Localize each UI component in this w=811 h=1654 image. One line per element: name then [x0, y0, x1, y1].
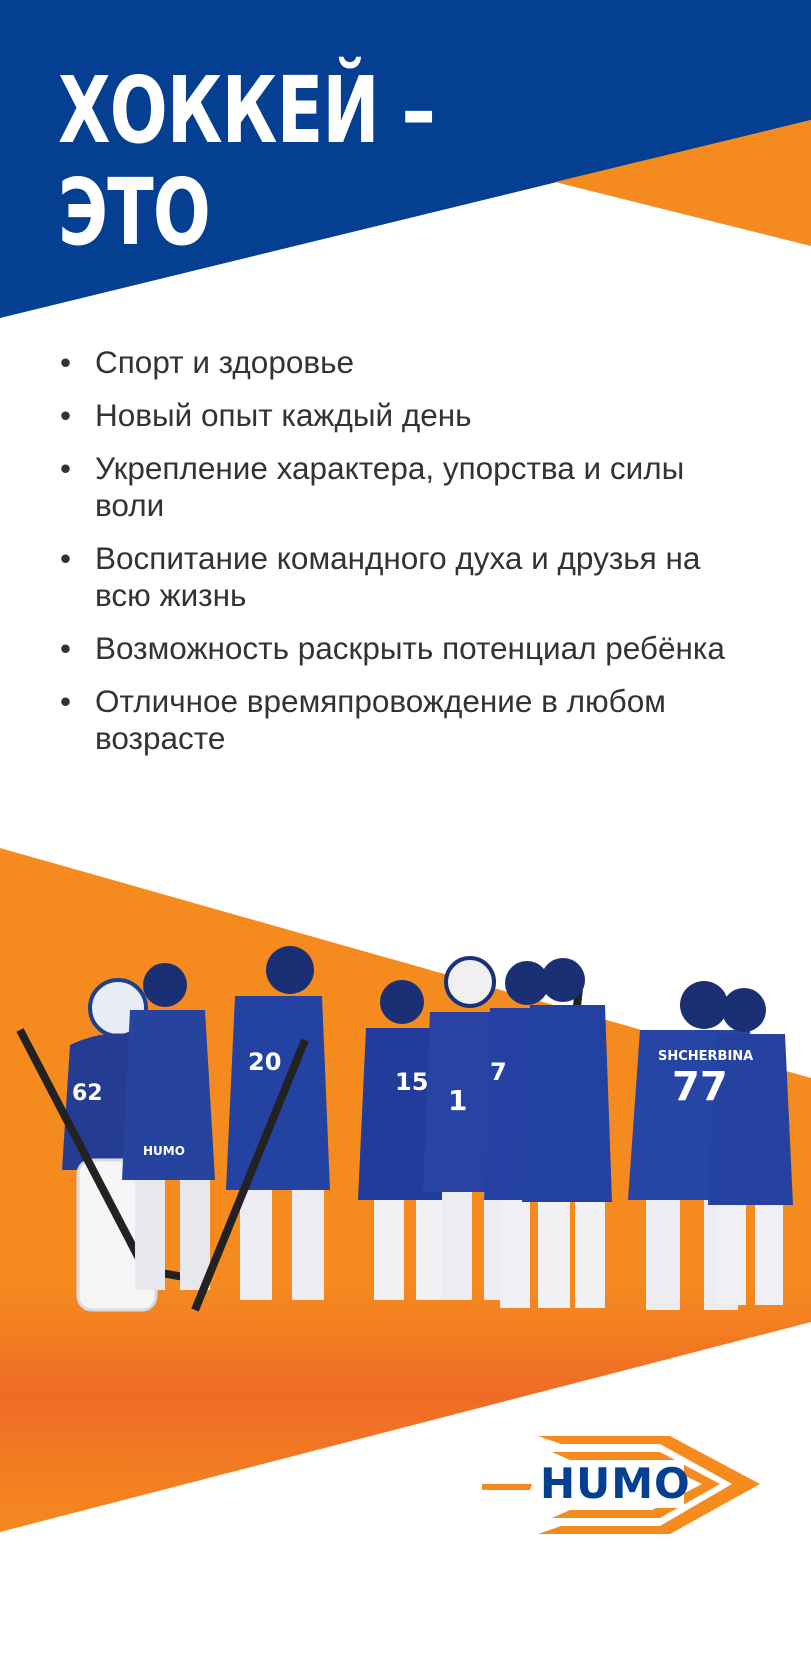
jersey-number-20: 20 — [248, 1048, 282, 1076]
title-line-1: ХОККЕЙ – — [58, 57, 435, 164]
benefit-item — [58, 450, 758, 524]
benefit-text: Спорт и здоровье — [95, 344, 355, 380]
benefit-item — [58, 397, 758, 434]
player-figure — [708, 988, 793, 1305]
jersey-number-15: 15 — [395, 1068, 429, 1096]
benefit-item — [58, 540, 758, 614]
hockey-team-photo — [0, 900, 811, 1340]
team-silhouettes — [20, 946, 793, 1310]
jersey-sponsor-text: HUMO — [143, 1144, 185, 1158]
jersey-name-shcherbina: SHCHERBINA — [658, 1049, 754, 1064]
bullet-icon: • — [60, 397, 72, 433]
bullet-icon: • — [60, 344, 72, 380]
humo-logo-text: HUMO — [540, 1459, 691, 1508]
jersey-number-62: 62 — [72, 1081, 103, 1106]
player-figure — [122, 963, 215, 1290]
bullet-icon: • — [60, 540, 72, 576]
page-title — [58, 57, 435, 266]
title-line-2: ЭТО — [58, 159, 211, 266]
benefit-text: Укрепление характера, упорства и силы воли — [95, 450, 685, 523]
benefit-text: Возможность раскрыть потенциал ребёнка — [95, 630, 725, 666]
jersey-number-1: 1 — [448, 1084, 468, 1117]
benefit-item — [58, 630, 758, 667]
player-figure — [522, 958, 612, 1308]
benefit-item — [58, 344, 758, 381]
jersey-number-77: 77 — [672, 1064, 728, 1110]
humo-logo — [482, 1430, 760, 1540]
benefit-text: Отличное времяпровождение в любом возрасте — [95, 683, 666, 756]
player-figure — [195, 946, 330, 1310]
benefit-text: Воспитание командного духа и друзья на всю жизнь — [95, 540, 701, 613]
benefit-item — [58, 683, 758, 757]
benefits-list — [58, 344, 758, 773]
bullet-icon: • — [60, 683, 72, 719]
bullet-icon: • — [60, 450, 72, 486]
benefit-text: Новый опыт каждый день — [95, 397, 472, 433]
bullet-icon: • — [60, 630, 72, 666]
jersey-number-7: 7 — [490, 1058, 507, 1086]
